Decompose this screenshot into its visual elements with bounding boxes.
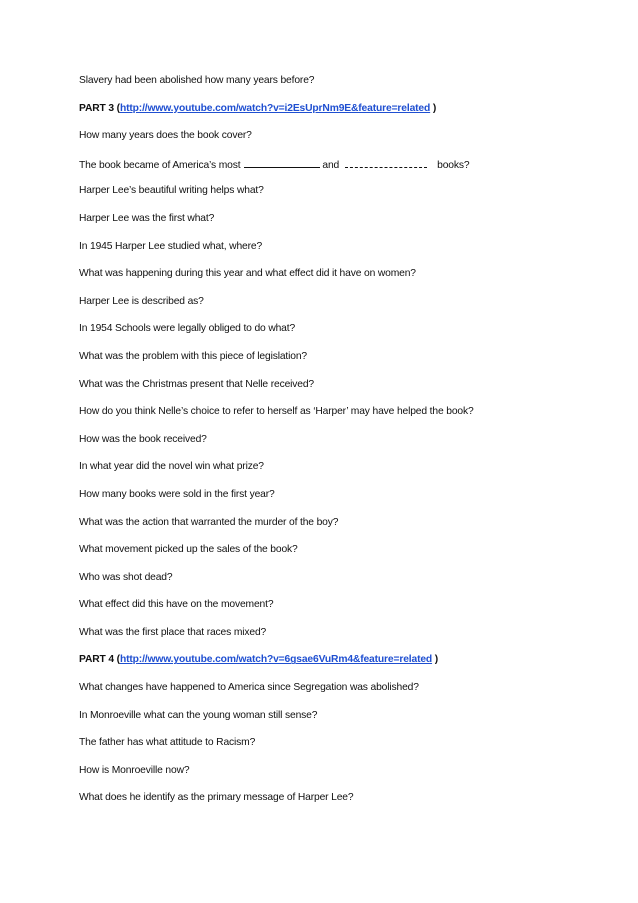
question-line [79,543,599,556]
question-text: How many years does the book cover? [79,130,252,142]
question-text: Harper Lee’s beautiful writing helps what? [79,185,264,197]
question-text: How do you think Nelle’s choice to refer to herself as ‘Harper’ may have helped the book? [79,406,474,418]
question-line [79,460,599,473]
question-line [79,764,599,777]
question-text: What does he identify as the primary message of Harper Lee? [79,792,354,804]
question-text: Harper Lee is described as? [79,295,204,307]
question-line [79,295,599,308]
question-line [79,681,599,694]
question-text: In 1954 Schools were legally obliged to do what? [79,323,296,335]
part-4-open-paren: ( [113,654,120,666]
question-text: In Monroeville what can the young woman still sense? [79,709,318,721]
question-text: What changes have happened to America since Segregation was abolished? [79,682,419,694]
question-line [79,378,599,391]
question-text: In what year did the novel win what prize? [79,461,264,473]
question-text: What movement picked up the sales of the book? [79,544,298,556]
question-line [79,267,599,280]
question-text: How is Monroeville now? [79,764,190,776]
worksheet-page [79,74,599,819]
question-text: What was happening during this year and what effect did it have on women? [79,268,416,280]
fill-in-question-line [79,157,599,170]
question-line [79,709,599,722]
question-text: What was the action that warranted the murder of the boy? [79,516,339,528]
question-line [79,240,599,253]
part-4-video-link[interactable]: http://www.youtube.com/watch?v=6gsae6VuRm4&feature=related [119,654,433,666]
question-text: What was the problem with this piece of legislation? [79,350,308,362]
question-text: Who was shot dead? [79,571,173,583]
question-line [79,212,599,225]
question-text: How was the book received? [79,433,207,445]
answer-blank-2[interactable] [345,157,427,168]
question-line [79,433,599,446]
question-line [79,350,599,363]
question-line [79,184,599,197]
question-line [79,736,599,749]
question-line [79,626,599,639]
question-line [79,405,599,418]
question-text: Harper Lee was the first what? [79,212,215,224]
question-line [79,488,599,501]
fill-question-middle: and [322,159,340,171]
question-text: In 1945 Harper Lee studied what, where? [79,240,263,252]
part-3-title: PART 3 [79,102,114,114]
question-text: What was the Christmas present that Nelle received? [79,378,315,390]
question-line [79,74,599,87]
fill-question-after: books? [437,159,470,171]
question-text: How many books were sold in the first year? [79,488,275,500]
question-line [79,791,599,804]
question-line [79,598,599,611]
question-text: What was the first place that races mixed? [79,626,267,638]
part-4-close-paren: ) [432,654,439,666]
part-4-heading [79,653,599,666]
question-text: Slavery had been abolished how many years before? [79,75,315,86]
question-text: The father has what attitude to Racism? [79,737,256,749]
fill-question-before: The book became of America’s most [79,159,241,171]
part-3-video-link[interactable]: http://www.youtube.com/watch?v=i2EsUprNm9E&feature=related [119,102,431,114]
part-3-heading [79,102,599,115]
part-3-open-paren: ( [113,102,120,114]
question-line [79,571,599,584]
part-4-title: PART 4 [79,654,114,666]
question-line [79,129,599,142]
question-text: What effect did this have on the movement? [79,599,274,611]
question-line [79,516,599,529]
part-3-close-paren: ) [430,102,437,114]
question-line [79,322,599,335]
answer-blank-1[interactable] [244,157,320,168]
